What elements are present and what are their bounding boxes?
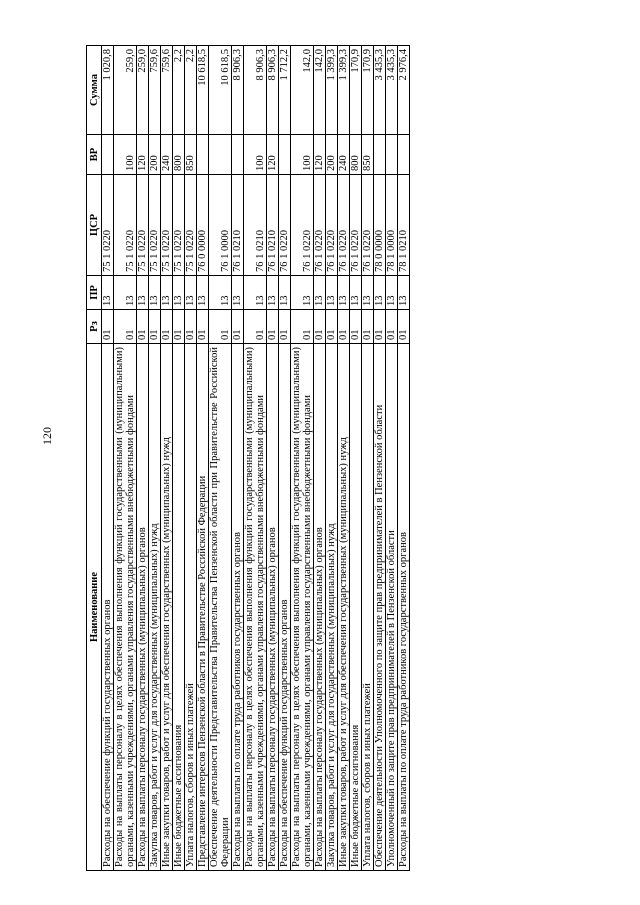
cell-vr [279,135,291,175]
cell-csr: 76 1 0210 [267,175,279,276]
cell-csr: 75 1 0220 [161,175,173,276]
cell-vr: 240 [161,135,173,175]
cell-csr: 76 0 0000 [197,175,209,276]
cell-csr: 76 1 0220 [362,175,374,276]
cell-rz: 01 [374,310,386,344]
cell-sum: 8 906,3 [244,46,267,135]
cell-name: Уплата налогов, сборов и иных платежей [185,344,197,871]
header-row [87,46,102,871]
cell-sum: 10 618,5 [209,46,232,135]
table-row [149,46,161,871]
cell-rz: 01 [279,310,291,344]
cell-vr [232,135,244,175]
cell-pr: 13 [197,276,209,310]
rotated-table-container [86,46,410,871]
cell-csr: 75 1 0220 [149,175,161,276]
table-body [102,46,410,871]
table-row [197,46,209,871]
table-row [386,46,398,871]
cell-rz: 01 [244,310,267,344]
cell-sum: 2 976,4 [398,46,410,135]
cell-csr: 75 1 0220 [173,175,185,276]
cell-vr: 200 [326,135,338,175]
cell-rz: 01 [338,310,350,344]
table-row [232,46,244,871]
table-row [350,46,362,871]
header-vr: ВР [87,135,102,175]
cell-name: Уполномоченный по защите прав предпринимателей в Пензенской области [386,344,398,871]
cell-pr: 13 [279,276,291,310]
cell-pr: 13 [149,276,161,310]
cell-csr: 76 1 0220 [314,175,326,276]
cell-vr [398,135,410,175]
cell-csr: 75 1 0220 [102,175,114,276]
cell-vr: 240 [338,135,350,175]
cell-pr: 13 [374,276,386,310]
cell-sum: 2,2 [185,46,197,135]
cell-rz: 01 [149,310,161,344]
cell-sum: 142,0 [314,46,326,135]
cell-csr: 76 1 0220 [279,175,291,276]
cell-sum: 3 435,3 [386,46,398,135]
cell-vr: 850 [362,135,374,175]
cell-rz: 01 [398,310,410,344]
cell-rz: 01 [291,310,314,344]
table-row [102,46,114,871]
cell-sum: 170,9 [362,46,374,135]
budget-table [86,45,410,871]
cell-name: Расходы на выплаты персоналу государственных (муниципальных) органов [137,344,149,871]
table-row [279,46,291,871]
cell-pr: 13 [398,276,410,310]
table-row [244,46,267,871]
cell-pr: 13 [338,276,350,310]
cell-name: Иные закупки товаров, работ и услуг для обеспечения государственных (муниципальных) нужд [338,344,350,871]
cell-pr: 13 [209,276,232,310]
cell-name: Обеспечение деятельности Представительства Правительства Пензенской области при Правительстве Российской Федерации [209,344,232,871]
header-name: Наименование [87,344,102,871]
cell-sum: 10 618,5 [197,46,209,135]
cell-sum: 8 906,3 [267,46,279,135]
table-row [398,46,410,871]
cell-name: Расходы на обеспечение функций государственных органов [102,344,114,871]
cell-csr: 78 0 0000 [374,175,386,276]
cell-rz: 01 [232,310,244,344]
table-row [137,46,149,871]
table-row [314,46,326,871]
cell-rz: 01 [173,310,185,344]
table-row [185,46,197,871]
cell-name: Иные бюджетные ассигнования [173,344,185,871]
cell-csr: 76 1 0210 [244,175,267,276]
cell-sum: 1 399,3 [326,46,338,135]
cell-pr: 13 [291,276,314,310]
cell-name: Расходы на обеспечение функций государственных органов [279,344,291,871]
cell-name: Представление интересов Пензенской области в Правительстве Российской Федерации [197,344,209,871]
cell-vr: 800 [350,135,362,175]
cell-csr: 75 1 0220 [137,175,149,276]
table-row [267,46,279,871]
header-sum: Сумма [87,46,102,135]
cell-sum: 170,9 [350,46,362,135]
cell-csr: 76 1 0220 [350,175,362,276]
cell-csr: 76 1 0220 [326,175,338,276]
cell-rz: 01 [102,310,114,344]
cell-rz: 01 [185,310,197,344]
cell-sum: 259,0 [137,46,149,135]
cell-sum: 259,0 [114,46,137,135]
cell-pr: 13 [232,276,244,310]
cell-name: Закупка товаров, работ и услуг для государственных (муниципальных) нужд [326,344,338,871]
cell-vr [386,135,398,175]
cell-pr: 13 [362,276,374,310]
cell-vr: 100 [244,135,267,175]
cell-rz: 01 [386,310,398,344]
table-row [209,46,232,871]
cell-rz: 01 [350,310,362,344]
table-row [338,46,350,871]
cell-csr: 78 1 0210 [398,175,410,276]
cell-sum: 2,2 [173,46,185,135]
header-csr: ЦСР [87,175,102,276]
cell-rz: 01 [161,310,173,344]
cell-vr: 100 [291,135,314,175]
table-row [161,46,173,871]
page-number: 120 [40,427,54,445]
cell-csr: 76 1 0210 [232,175,244,276]
cell-rz: 01 [326,310,338,344]
table-row [374,46,386,871]
table-row [362,46,374,871]
cell-vr [197,135,209,175]
cell-sum: 142,0 [291,46,314,135]
cell-rz: 01 [314,310,326,344]
cell-name: Расходы на выплаты по оплате труда работников государственных органов [398,344,410,871]
cell-pr: 13 [114,276,137,310]
cell-sum: 1 399,3 [338,46,350,135]
cell-vr: 120 [267,135,279,175]
cell-pr: 13 [386,276,398,310]
table-row [326,46,338,871]
cell-rz: 01 [362,310,374,344]
cell-name: Иные бюджетные ассигнования [350,344,362,871]
cell-name: Расходы на выплаты персоналу в целях обеспечения выполнения функций государственными (муниципальными) органами, казенными учреждениями, органами управления государственными внебюджетными фондами [114,344,137,871]
header-rz: Рз [87,310,102,344]
cell-vr [102,135,114,175]
cell-sum: 759,6 [161,46,173,135]
cell-name: Иные закупки товаров, работ и услуг для обеспечения государственных (муниципальных) нужд [161,344,173,871]
cell-vr [374,135,386,175]
cell-vr: 100 [114,135,137,175]
cell-pr: 13 [267,276,279,310]
table-row [291,46,314,871]
cell-csr: 75 1 0220 [185,175,197,276]
cell-rz: 01 [209,310,232,344]
cell-rz: 01 [197,310,209,344]
cell-sum: 1 712,2 [279,46,291,135]
cell-pr: 13 [185,276,197,310]
cell-vr: 120 [137,135,149,175]
table-row [173,46,185,871]
cell-name: Расходы на выплаты персоналу в целях обеспечения выполнения функций государственными (муниципальными) органами, казенными учреждениями, органами управления государственными внебюджетными фондами [244,344,267,871]
cell-csr: 78 1 0000 [386,175,398,276]
cell-vr: 200 [149,135,161,175]
cell-vr: 800 [173,135,185,175]
cell-pr: 13 [137,276,149,310]
cell-csr: 76 1 0220 [338,175,350,276]
cell-pr: 13 [161,276,173,310]
cell-pr: 13 [173,276,185,310]
cell-rz: 01 [137,310,149,344]
cell-name: Закупка товаров, работ и услуг для государственных (муниципальных) нужд [149,344,161,871]
cell-name: Обеспечение деятельности Уполномоченного по защите прав предпринимателей в Пензенской области [374,344,386,871]
cell-pr: 13 [244,276,267,310]
cell-pr: 13 [314,276,326,310]
cell-vr [209,135,232,175]
cell-name: Расходы на выплаты по оплате труда работников государственных органов [232,344,244,871]
cell-pr: 13 [102,276,114,310]
cell-pr: 13 [326,276,338,310]
cell-vr: 120 [314,135,326,175]
cell-name: Расходы на выплаты персоналу государственных (муниципальных) органов [314,344,326,871]
cell-sum: 3 435,3 [374,46,386,135]
cell-csr: 76 1 0220 [291,175,314,276]
cell-sum: 1 020,8 [102,46,114,135]
cell-name: Расходы на выплаты персоналу государственных (муниципальных) органов [267,344,279,871]
cell-pr: 13 [350,276,362,310]
cell-name: Уплата налогов, сборов и иных платежей [362,344,374,871]
cell-sum: 759,6 [149,46,161,135]
cell-rz: 01 [114,310,137,344]
cell-name: Расходы на выплаты персоналу в целях обеспечения выполнения функций государственными (муниципальными) органами, казенными учреждениями, органами управления государственными внебюджетными фондами [291,344,314,871]
cell-vr: 850 [185,135,197,175]
cell-csr: 76 1 0000 [209,175,232,276]
cell-rz: 01 [267,310,279,344]
table-row [114,46,137,871]
cell-csr: 75 1 0220 [114,175,137,276]
cell-sum: 8 906,3 [232,46,244,135]
header-pr: ПР [87,276,102,310]
